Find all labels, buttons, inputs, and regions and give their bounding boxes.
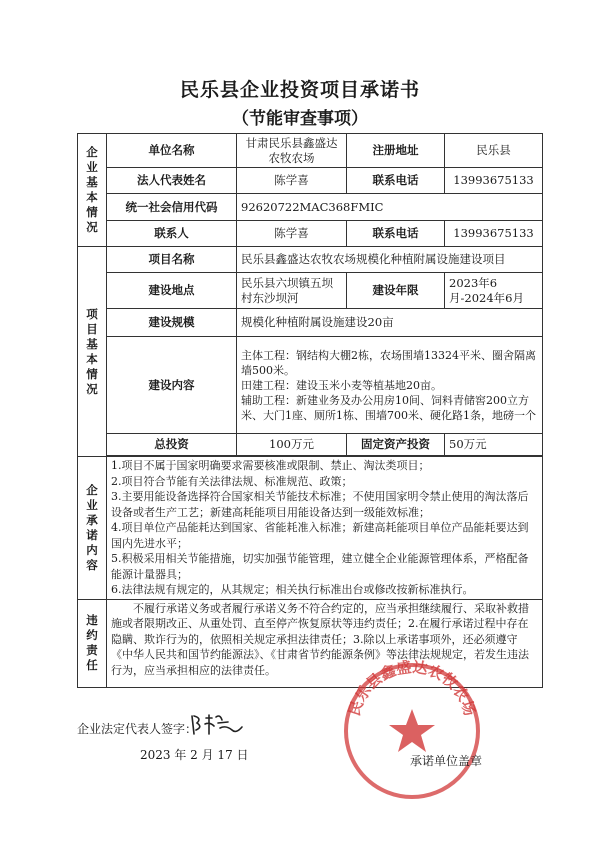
scale-row	[78, 309, 543, 337]
commitment-row	[78, 457, 543, 600]
address-value: 民乐县	[445, 134, 543, 168]
commitment-item: 5.积极采用相关节能措施，切实加强节能管理，建立健全企业能源管理体系，严格配备能源计量器具；	[111, 552, 529, 581]
credit-code-value: 92620722MAC368FMIC	[237, 194, 543, 221]
company-name-row	[78, 134, 543, 168]
liability-section-label: 违约责任	[78, 599, 107, 687]
commitment-item: 2.项目符合节能有关法律法规、标准规范、政策；	[111, 474, 353, 488]
location-label: 建设地点	[107, 273, 237, 309]
content-label: 建设内容	[107, 337, 237, 434]
company-seal	[338, 657, 486, 805]
contact-label: 联系人	[107, 221, 237, 247]
handwritten-signature	[188, 710, 248, 738]
content-row	[78, 337, 543, 434]
address-label: 注册地址	[347, 134, 445, 168]
phone2-label: 联系电话	[347, 221, 445, 247]
content-line-field: 田建工程：建设玉米小麦等植基地20亩。	[241, 378, 442, 392]
period-label: 建设年限	[347, 273, 445, 309]
document-title: 民乐县企业投资项目承诺书	[179, 79, 420, 101]
credit-code-label: 统一社会信用代码	[107, 194, 237, 221]
commitment-section-label: 企业承诺内容	[78, 457, 107, 600]
fixed-asset-label: 固定资产投资	[347, 434, 445, 456]
signature-label: 企业法定代表人签字：	[77, 722, 198, 736]
commitment-list	[107, 457, 543, 600]
content-line-main: 主体工程：钢结构大棚2栋，农场围墙13324平米、圈舍隔离墙500米。	[241, 348, 536, 377]
project-name-row	[78, 247, 543, 273]
signature-date: 2023 年 2 月 17 日	[140, 748, 249, 762]
document-subtitle: （节能审查事项）	[232, 109, 368, 129]
content-value	[237, 337, 543, 434]
company-section-label: 企业基本情况	[78, 134, 107, 247]
commitment-item: 3.主要用能设备选择符合国家相关节能技术标准；不使用国家明令禁止使用的淘汰落后设备或者生产工艺；新建高耗能项目用能设备达到一级能效标准；	[111, 490, 529, 519]
project-name-label: 项目名称	[107, 247, 237, 273]
phone-value: 13993675133	[445, 168, 543, 194]
fixed-asset-value: 50万元	[445, 434, 543, 456]
company-name-label: 单位名称	[107, 134, 237, 168]
contact-value: 陈学喜	[237, 221, 347, 247]
legal-rep-label: 法人代表姓名	[107, 168, 237, 194]
commitment-item: 4.项目单位产品能耗达到国家、省能耗准入标准；新建高耗能项目单位产品能耗要达到国内先进水平；	[111, 521, 529, 550]
phone2-value: 13993675133	[445, 221, 543, 247]
scale-value: 规模化种植附属设施建设20亩	[237, 309, 543, 337]
credit-code-row	[78, 194, 543, 221]
seal-text: 民乐县鑫盛达农牧农场	[345, 658, 479, 719]
phone-label: 联系电话	[347, 168, 445, 194]
commitment-item: 6.法律法规有规定的，从其规定；相关执行标准出台或修改按新标准执行。	[111, 583, 474, 596]
content-line-aux: 辅助工程：新建业务及办公用房10间、饲料青储窖200立方米、大门1座、厕所1栋、围墙700米、硬化路1条，地磅一个	[241, 393, 536, 422]
location-value: 民乐县六坝镇五坝村东沙坝河	[237, 273, 347, 309]
investment-label: 总投资	[107, 434, 237, 456]
seal-label: 承诺单位盖章	[410, 754, 483, 768]
legal-rep-row	[78, 168, 543, 194]
investment-row	[78, 434, 543, 456]
company-name-value: 甘肃民乐县鑫盛达农牧农场	[237, 134, 347, 168]
contact-row	[78, 221, 543, 247]
investment-value: 100万元	[237, 434, 347, 456]
signature-strokes	[192, 715, 242, 734]
project-section-label: 项目基本情况	[78, 247, 107, 457]
liability-text: 不履行承诺义务或者履行承诺义务不符合约定的，应当承担继续履行、采取补救措施或者限期改正、从重处罚、直至停产恢复原状等违约责任；2.在履行承诺过程中存在隐瞒、欺诈行为的，依照相关规定承担法律责任；3.除以上承诺事项外，还必须遵守《中华人民共和国节约能源法》、《甘肃省节约能源条例》等法律法规规定，若发生违法行为，应当承担相应的法律责任。	[107, 599, 543, 687]
commitment-item: 1.项目不属于国家明确要求需要核准或限制、禁止、淘汰类项目；	[111, 459, 430, 472]
scale-label: 建设规模	[107, 309, 237, 337]
period-value: 2023年6月-2024年6月	[445, 273, 543, 309]
commitment-form-table	[77, 133, 543, 688]
legal-rep-value: 陈学喜	[237, 168, 347, 194]
project-name-value: 民乐县鑫盛达农牧农场规模化种植附属设施建设项目	[237, 247, 543, 273]
seal-star	[389, 709, 435, 752]
location-row	[78, 273, 543, 309]
